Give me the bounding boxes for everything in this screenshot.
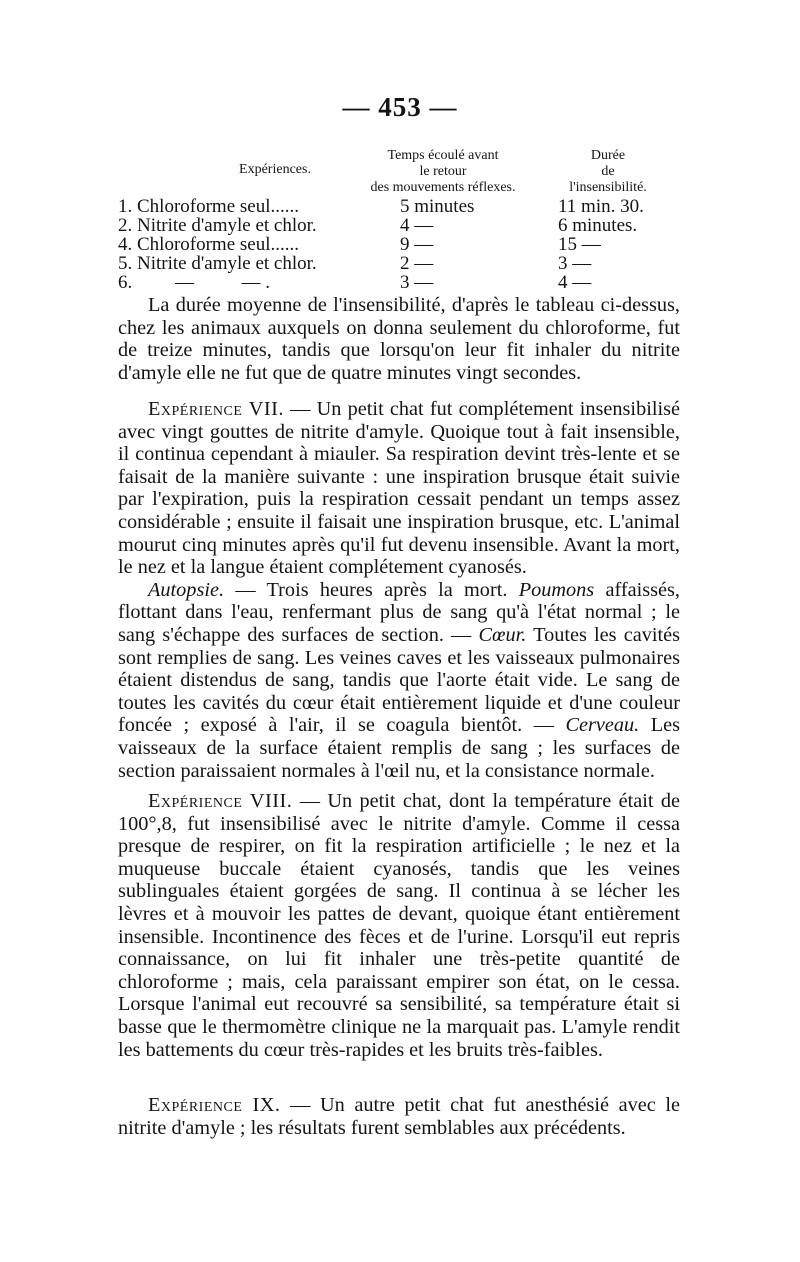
cell-experience: 1. Chloroforme seul...... (118, 196, 300, 217)
text-run: — Un autre petit chat fut anesthésié avec le nitrite d'amyle ; les résultats furent semblables aux précédents. (118, 1094, 680, 1139)
paragraph-text (118, 398, 680, 579)
paragraph-experience-ix (118, 1094, 680, 1139)
cell-temps: 9 — (400, 234, 434, 255)
header-duree (538, 148, 678, 196)
cell-duree: 3 — (558, 253, 592, 274)
header-temps-line: Temps écoulé avant (387, 148, 499, 163)
page-number: — 453 — (342, 92, 458, 122)
text-run: Toutes les cavités sont remplies de sang. Les veines caves et les vaisseaux pulmonaires étaient distendus de sang, tandis que l'aorte était vide. Le sang de toutes les cavités du cœur était entièrement liquide et d'une couleur foncée ; exposé à l'air, il se coagula bientôt. — (118, 623, 681, 737)
paragraph-text (118, 579, 680, 782)
experience-heading: Expérience IX. (148, 1094, 281, 1116)
text-run: — Un petit chat fut complétement insensibilisé avec vingt gouttes de nitrite d'amyle. Quoique tout à fait insensible, il continua cependant à miauler. Sa respiration devint très-lente et se faisait de la manière suivante : une inspiration brusque était suivie par l'expiration, puis la respiration cessait pendant un temps assez considérable ; ensuite il faisait une inspiration brusque, etc. L'animal mourut cinq minutes après qu'il fut devenu insensible. Avant la mort, le nez et la langue étaient complétement cyanosés. (118, 398, 681, 579)
autopsie-heading: Autopsie. (148, 578, 225, 601)
paragraph-experience-vii (118, 398, 680, 782)
text-run: — Un petit chat, dont la température était de 100°,8, fut insensibilisé avec le nitrite d'amyle. Comme il cessa presque de respirer, on fit la respiration artificielle ; le nez et la muqueuse buccale étaient cyanosés, tandis que les veines sublinguales étaient gorgées de sang. Il continua à se lécher les lèvres et à mouvoir les pattes de devant, quoique étant entièrement insensible. Incontinence des fèces et de l'urine. Lorsqu'il eut repris connaissance, on lui fit inhaler une très-petite quantité de chloroforme ; mais, cela paraissant empirer son état, on le cessa. Lorsque l'animal eut recouvré sa sensibilité, sa température était si basse que le thermomètre clinique ne la marquait pas. L'amyle rendit les battements du cœur très-rapides et les bruits très-faibles. (118, 790, 681, 1061)
header-experiences: Expériences. (239, 162, 311, 177)
coeur-heading: Cœur. (478, 623, 527, 646)
paragraph-text (118, 1094, 680, 1139)
text-run: — Trois heures après la mort. (224, 578, 519, 601)
cell-experience: 4. Chloroforme seul...... (118, 234, 300, 255)
table-row (118, 272, 684, 294)
cell-experience: 2. Nitrite d'amyle et chlor. (118, 215, 317, 236)
cell-temps: 4 — (400, 215, 434, 236)
header-duree-line: l'insensibilité. (569, 180, 647, 195)
text-run: affaissés, flottant dans l'eau, renfermant plus de sang qu'à l'état normal ; le sang s'échappe des surfaces de section. — (118, 578, 680, 646)
paragraph-summary (118, 294, 680, 384)
cell-duree: 15 — (558, 234, 601, 255)
paragraph-text: La durée moyenne de l'insensibilité, d'après le tableau ci-dessus, chez les animaux auxquels on donna seulement du chloroforme, fut de treize minutes, tandis que lorsqu'on leur fit inhaler du nitrite d'amyle elle ne fut que de quatre minutes vingt secondes. (118, 294, 680, 384)
header-temps-line: des mouvements réflexes. (370, 180, 516, 195)
cell-experience: 5. Nitrite d'amyle et chlor. (118, 253, 317, 274)
header-temps-line: le retour (419, 164, 467, 179)
experience-heading: Expérience VII. (148, 398, 284, 420)
header-duree-line: Durée (590, 148, 626, 163)
cell-duree: 4 — (558, 272, 592, 293)
header-temps (358, 148, 528, 196)
text-run: Les vaisseaux de la surface étaient remplis de sang ; les surfaces de section paraissaient normales à l'œil nu, et la consistance normale. (118, 714, 680, 782)
cell-duree: 11 min. 30. (558, 196, 644, 217)
poumons-heading: Poumons (518, 578, 595, 601)
header-duree-line: de (601, 164, 615, 179)
cell-experience: 6. — — . (118, 272, 270, 293)
paragraph-text (118, 790, 680, 1061)
cell-duree: 6 minutes. (558, 215, 638, 236)
paragraph-experience-viii (118, 790, 680, 1061)
experience-heading: Expérience VIII. (148, 790, 293, 812)
cell-temps: 5 minutes (400, 196, 475, 217)
cerveau-heading: Cerveau. (565, 714, 640, 737)
cell-temps: 3 — (400, 272, 434, 293)
cell-temps: 2 — (400, 253, 434, 274)
